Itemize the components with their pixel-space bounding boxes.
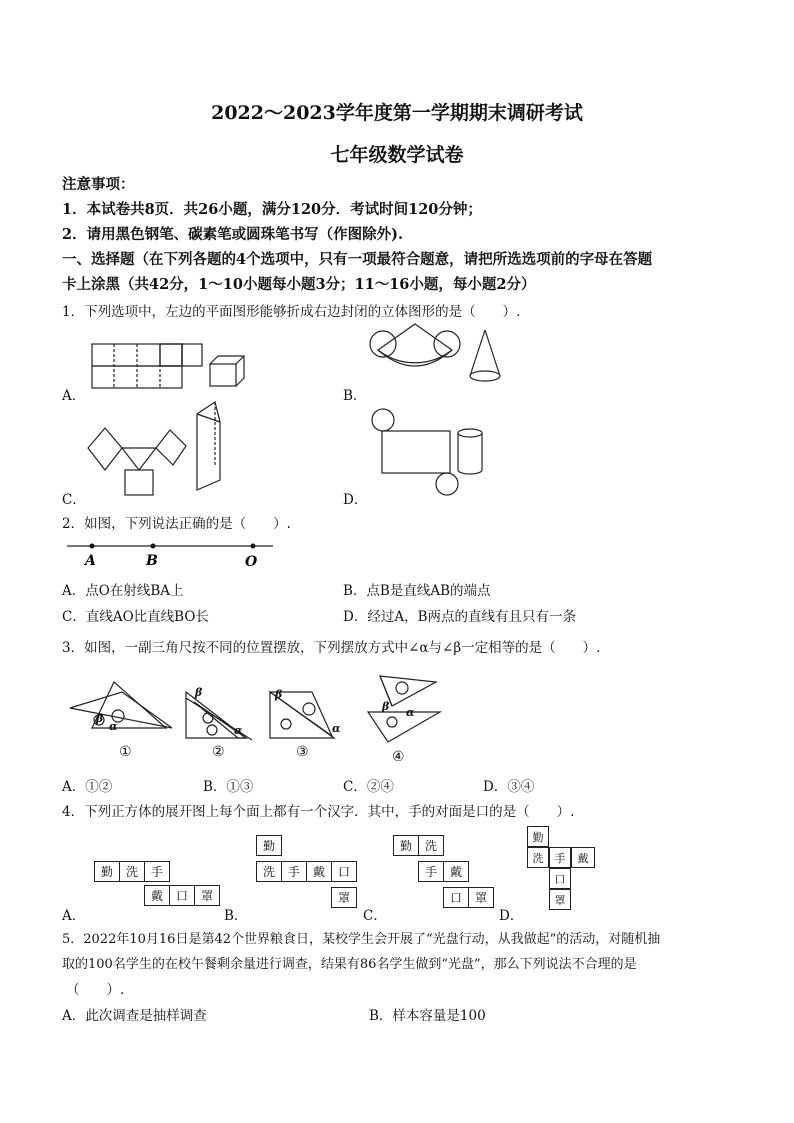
q5-stem-line3: （ ）. (66, 982, 125, 998)
note-item-1: 1．本试卷共8页．共26小题，满分120分．考试时间120分钟； (62, 201, 482, 218)
q2-stem: 2．如图，下列说法正确的是（ ）. (62, 516, 291, 532)
q2-line-figure (65, 537, 285, 569)
net-c-cell: 戴 (443, 861, 469, 882)
point-b-label: B (146, 553, 158, 569)
net-b-cell: 戴 (306, 861, 332, 882)
q4-option-d: D． (499, 908, 524, 924)
point-o-label: O (245, 554, 258, 569)
net-b-cell: 勤 (256, 835, 282, 856)
q1-option-a: A． (62, 388, 86, 404)
q1-option-d: D． (343, 492, 368, 508)
net-d-cell: 戴 (571, 847, 595, 868)
fig3-beta: β (275, 688, 283, 701)
exam-title: 2022～2023学年度第一学期期末调研考试 (211, 102, 583, 124)
net-c-cell: 洗 (418, 835, 444, 856)
note-item-2: 2．请用黑色钢笔、碳素笔或圆珠笔书写（作图除外). (62, 226, 403, 243)
fig4-beta: β (382, 700, 390, 713)
fig-label-1: ① (119, 744, 132, 760)
q5-option-b: B．样本容量是100 (369, 1008, 486, 1024)
q5-stem-line2: 取的100名学生的在校午餐剩余量进行调查，结果有86名学生做到“光盘”，那么下列说法不合理的是 (62, 957, 637, 972)
net-c-cell: 勤 (393, 835, 419, 856)
q4-option-b: B． (224, 908, 248, 924)
q2-option-b: B．点B是直线AB的端点 (343, 583, 491, 599)
q3-option-d: D．③④ (483, 779, 535, 795)
q2-option-a: A．点O在射线BA上 (62, 583, 184, 599)
exam-subtitle: 七年级数学试卷 (330, 144, 464, 166)
notes-heading: 注意事项： (62, 176, 135, 193)
q3-option-c: C．②④ (343, 779, 394, 795)
section-heading-line2: 卡上涂黑（共42分，1～10小题每小题3分；11～16小题，每小题2分） (62, 276, 536, 293)
fig2-beta: β (195, 686, 203, 699)
fig2-alpha: α (234, 724, 243, 737)
net-c-cell: 手 (418, 861, 444, 882)
net-b-cell: 洗 (256, 861, 282, 882)
net-b-cell: 罩 (331, 887, 357, 908)
section-heading-line1: 一、选择题（在下列各题的4个选项中，只有一项最符合题意，请把所选选项前的字母在答题 (62, 251, 653, 268)
fig-label-3: ③ (296, 744, 309, 760)
net-a-cell: 罩 (194, 885, 220, 906)
net-a-cell: 勤 (94, 861, 120, 882)
q4-stem: 4．下列正方体的展开图上每个面上都有一个汉字．其中，手的对面是口的是（ ）. (62, 804, 575, 820)
net-c-cell: 口 (443, 887, 469, 908)
fig-label-4: ④ (392, 749, 405, 765)
q5-stem-line1: 5．2022年10月16日是第42个世界粮食日，某校学生会开展了“光盘行动，从我做起”的活动，对随机抽 (62, 932, 661, 947)
fig4-alpha: α (406, 706, 415, 719)
q5-option-a: A．此次调查是抽样调查 (62, 1008, 207, 1024)
fig-label-2: ② (212, 744, 225, 760)
q4-option-c: C． (363, 908, 387, 924)
net-b-cell: 口 (331, 861, 357, 882)
net-c-cell: 罩 (468, 887, 494, 908)
q1-option-c: C． (62, 492, 86, 508)
net-d-cell: 洗 (527, 847, 549, 868)
net-b-cell: 手 (281, 861, 307, 882)
net-d-cell: 手 (549, 847, 571, 868)
q1-option-b: B． (343, 388, 367, 404)
net-a-cell: 手 (144, 861, 170, 882)
q4-option-a: A． (62, 908, 86, 924)
net-d-cell: 口 (549, 868, 571, 889)
q3-stem: 3．如图，一副三角尺按不同的位置摆放，下列摆放方式中∠α与∠β一定相等的是（ ）. (62, 640, 601, 656)
point-a-label: A (85, 553, 96, 569)
q2-option-c: C．直线AO比直线BO长 (62, 609, 209, 625)
net-a-cell: 口 (169, 885, 195, 906)
q2-option-d: D．经过A，B两点的直线有且只有一条 (343, 609, 576, 625)
fig1-alpha: α (109, 720, 118, 733)
fig3-alpha: α (332, 722, 341, 735)
net-a-cell: 洗 (119, 861, 145, 882)
net-d-cell: 勤 (527, 826, 549, 847)
net-a-cell: 戴 (144, 885, 170, 906)
fig1-beta: β (96, 712, 104, 725)
q3-triangle-figures (62, 662, 462, 768)
q1-stem: 1．下列选项中，左边的平面图形能够折成右边封闭的立体图形的是（ ）. (62, 304, 521, 320)
q3-option-b: B．①③ (203, 779, 254, 795)
q1-figures (60, 320, 760, 510)
q3-option-a: A．①② (62, 779, 113, 795)
net-d-cell: 罩 (549, 889, 571, 910)
